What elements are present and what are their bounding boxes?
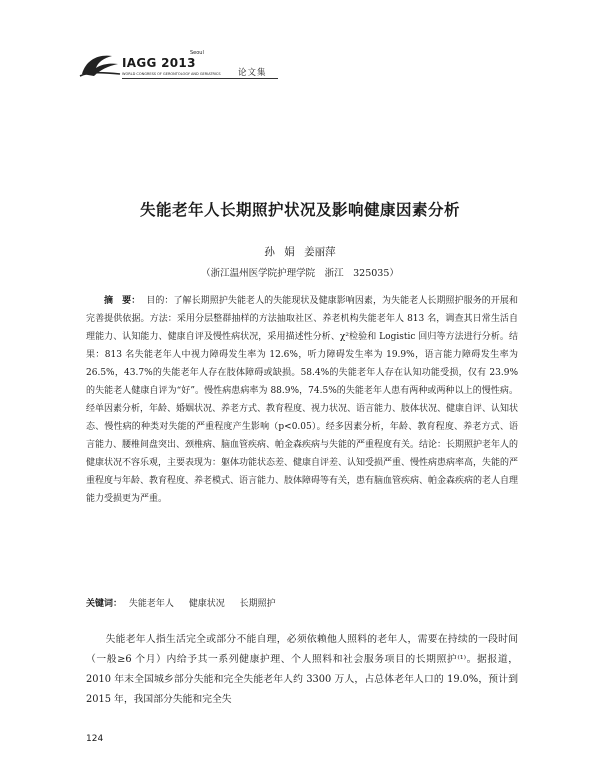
- abstract-text: 目的：了解长期照护失能老人的失能现状及健康影响因素，为失能老人长期照护服务的开展和完善提供依据。方法：采用分层整群抽样的方法抽取社区、养老机构失能老年人 813 名，调查其日常生活自理能力、认知能力、健康自评及慢性病状况，采用描述性分析、χ²检验和 Logistic 回归等方法进行分析。结果：813 名失能老年人中视力障碍发生率为 12.6%，听力障碍发生率为 19.9%，语言能力障碍发生率为 26.5%，43.7%的失能老年人存在肢体障碍或缺损。58.4%的失能老年人存在认知功能受损，仅有 23.9%的失能老人健康自评为“好”。慢性病患病率为 88.9%，74.5%的失能老年人患有两种或两种以上的慢性病。经单因素分析，年龄、婚姻状况、养老方式、教育程度、视力状况、语言能力、肢体状况、健康自评、认知状态、慢性病的种类对失能的严重程度产生影响（p<0.05）。经多因素分析，年龄、教育程度、养老方式、语言能力、腰椎间盘突出、颈椎病、脑血管疾病、帕金森疾病与失能的严重程度有关。结论：长期照护老年人的健康状况不容乐观，主要表现为：躯体功能状态差、健康自评差、认知受损严重、慢性病患病率高，失能的严重程度与年龄、教育程度、养老模式、语言能力、肢体障碍等有关，患有脑血管疾病、帕金森疾病的老人自理能力受损更为严重。: [86, 296, 519, 504]
- keyword: 长期照护: [239, 599, 276, 609]
- abstract: [86, 292, 518, 508]
- authors: 孙 娟 姜丽萍: [264, 246, 336, 258]
- header-rule: [122, 78, 278, 79]
- paper-title: 失能老年人长期照护状况及影响健康因素分析: [139, 201, 460, 219]
- abstract-label: 摘 要：: [104, 296, 141, 306]
- logo-subtitle: WORLD CONGRESS OF GERONTOLOGY AND GERIATRICS: [122, 72, 221, 76]
- keywords-label: 关键词：: [86, 599, 123, 609]
- logo-title: IAGG 2013: [122, 56, 196, 70]
- affiliation: （浙江温州医学院护理学院 浙江 325035）: [201, 268, 399, 279]
- iagg-bird-logo-icon: [78, 50, 122, 78]
- journal-header: [78, 44, 278, 80]
- keyword: 失能老年人: [128, 599, 174, 609]
- page-number: 124: [86, 734, 104, 744]
- logo-city: Seoul: [190, 50, 204, 56]
- body-paragraph: 失能老年人指生活完全或部分不能自理，必须依赖他人照料的老年人，需要在持续的一段时间（一般≥6 个月）内给予其一系列健康护理、个人照料和社会服务项目的长期照护⁽¹⁾。据报道，2010 年末全国城乡部分失能和完全失能老年人约 3300 万人，占总体老年人口的 19.0%，预计到 2015 年，我国部分失能和完全失: [86, 634, 518, 705]
- section-label: 论文集: [238, 68, 267, 78]
- keywords: [86, 596, 518, 612]
- keyword: 健康状况: [188, 599, 225, 609]
